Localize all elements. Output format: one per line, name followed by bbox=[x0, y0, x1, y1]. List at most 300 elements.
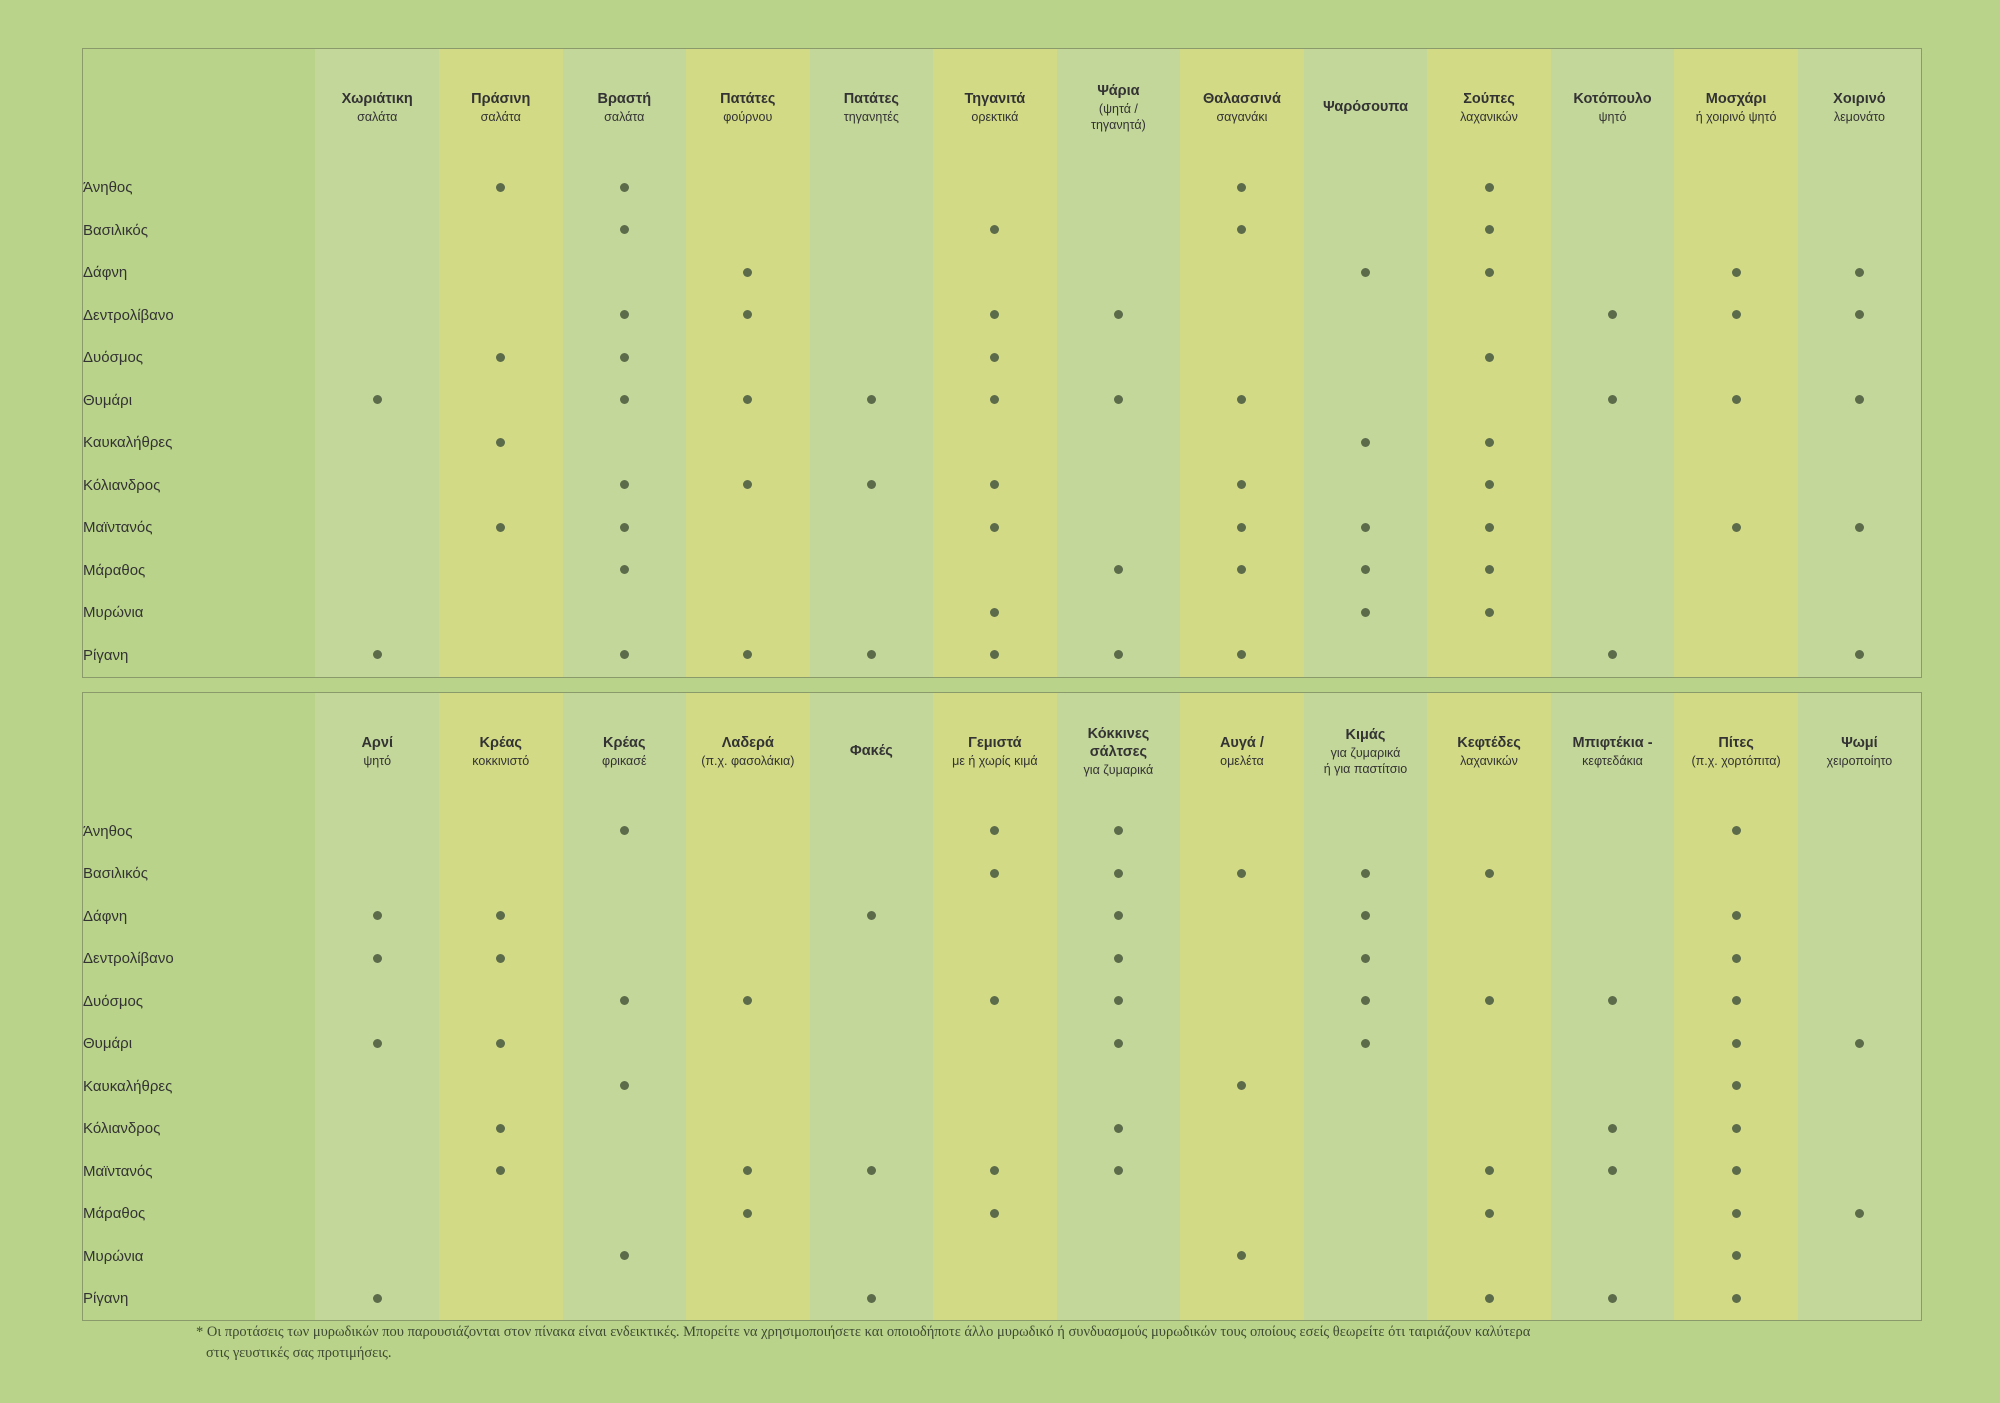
matrix-cell bbox=[315, 209, 439, 252]
match-dot-icon bbox=[1732, 1039, 1741, 1048]
matrix-cell bbox=[1304, 549, 1428, 592]
column-header-main: Τηγανιτά bbox=[964, 91, 1026, 108]
matrix-cell bbox=[439, 379, 563, 422]
matrix-cell bbox=[315, 895, 439, 938]
matrix-cell bbox=[1674, 853, 1798, 896]
matrix-cell bbox=[439, 634, 563, 677]
block-spacer bbox=[82, 678, 1922, 692]
matrix-cell bbox=[686, 810, 810, 853]
matrix-cell bbox=[810, 1065, 934, 1108]
column-header-main: Ψωμί bbox=[1841, 734, 1878, 751]
matrix-cell bbox=[1180, 1278, 1304, 1321]
matrix-cell bbox=[439, 1193, 563, 1236]
column-header-main: Μοσχάρι bbox=[1705, 91, 1767, 108]
column-header-main: Γεμιστά bbox=[968, 734, 1022, 751]
matrix-cell bbox=[563, 1150, 687, 1193]
row-label-5: Δυόσμος bbox=[83, 349, 144, 367]
match-dot-icon bbox=[867, 395, 876, 404]
matrix-cell bbox=[1798, 1108, 1922, 1151]
matrix-cell bbox=[1551, 252, 1675, 295]
match-dot-icon bbox=[1485, 438, 1494, 447]
column-header-2-5 bbox=[810, 692, 934, 810]
matrix-cell bbox=[933, 379, 1057, 422]
matrix-row bbox=[83, 167, 1922, 210]
matrix-row bbox=[83, 1065, 1922, 1108]
matrix-cell bbox=[810, 464, 934, 507]
matrix-cell bbox=[1551, 337, 1675, 380]
matrix-cell bbox=[1180, 167, 1304, 210]
matrix-cell bbox=[1551, 1065, 1675, 1108]
matrix-cell bbox=[563, 592, 687, 635]
matrix-cell bbox=[439, 507, 563, 550]
match-dot-icon bbox=[1732, 395, 1741, 404]
matrix-cell bbox=[563, 167, 687, 210]
column-header-2-8 bbox=[1180, 692, 1304, 810]
column-header-sub: (π.χ. φασολάκια) bbox=[701, 753, 795, 768]
matrix-cell bbox=[1674, 1108, 1798, 1151]
match-dot-icon bbox=[1855, 310, 1864, 319]
matrix-cell bbox=[1057, 1023, 1181, 1066]
matrix-cell bbox=[563, 507, 687, 550]
match-dot-icon bbox=[1485, 565, 1494, 574]
match-dot-icon bbox=[373, 395, 382, 404]
matrix-row bbox=[83, 938, 1922, 981]
column-header-sub: (π.χ. χορτόπιτα) bbox=[1691, 753, 1781, 768]
column-header-main: Ψαρόσουπα bbox=[1322, 99, 1408, 116]
match-dot-icon bbox=[1237, 183, 1246, 192]
matrix-cell bbox=[1427, 1150, 1551, 1193]
matrix-cell bbox=[933, 853, 1057, 896]
column-header-main: Κρέας bbox=[479, 734, 522, 751]
matrix-cell bbox=[315, 810, 439, 853]
matrix-block-2 bbox=[82, 692, 1922, 1322]
matrix-cell bbox=[1427, 1023, 1551, 1066]
matrix-cell bbox=[933, 1235, 1057, 1278]
match-dot-icon bbox=[867, 480, 876, 489]
matrix-cell bbox=[1180, 464, 1304, 507]
column-header-sub: χειροποίητο bbox=[1826, 753, 1893, 768]
matrix-cell bbox=[1427, 337, 1551, 380]
matrix-cell bbox=[1057, 895, 1181, 938]
matrix-cell bbox=[933, 1023, 1057, 1066]
match-dot-icon bbox=[373, 911, 382, 920]
match-dot-icon bbox=[1608, 1124, 1617, 1133]
match-dot-icon bbox=[743, 268, 752, 277]
match-dot-icon bbox=[373, 954, 382, 963]
matrix-cell bbox=[1057, 634, 1181, 677]
matrix-cell bbox=[686, 1278, 810, 1321]
matrix-cell bbox=[1798, 294, 1922, 337]
matrix-cell bbox=[810, 379, 934, 422]
matrix-cell bbox=[933, 980, 1057, 1023]
match-dot-icon bbox=[1855, 650, 1864, 659]
column-header-sub: τηγανητές bbox=[843, 110, 899, 125]
column-header-sub: σαγανάκι bbox=[1216, 110, 1268, 125]
matrix-cell bbox=[439, 853, 563, 896]
matrix-cell bbox=[1180, 853, 1304, 896]
column-header-1-6 bbox=[933, 49, 1057, 167]
match-dot-icon bbox=[743, 1166, 752, 1175]
match-dot-icon bbox=[620, 480, 629, 489]
matrix-cell bbox=[1057, 252, 1181, 295]
matrix-cell bbox=[810, 507, 934, 550]
matrix-cell bbox=[1674, 1235, 1798, 1278]
column-header-sub: σαλάτα bbox=[480, 110, 521, 125]
matrix-cell bbox=[315, 1108, 439, 1151]
matrix-cell bbox=[810, 167, 934, 210]
column-header-2-7 bbox=[1057, 692, 1181, 810]
match-dot-icon bbox=[990, 650, 999, 659]
matrix-cell bbox=[1674, 810, 1798, 853]
matrix-cell bbox=[1551, 980, 1675, 1023]
matrix-cell bbox=[439, 980, 563, 1023]
column-header-main: Πίτες bbox=[1718, 734, 1754, 751]
matrix-cell bbox=[315, 1278, 439, 1321]
match-dot-icon bbox=[1485, 608, 1494, 617]
column-header-1-1 bbox=[315, 49, 439, 167]
match-dot-icon bbox=[1855, 395, 1864, 404]
matrix-cell bbox=[1304, 895, 1428, 938]
matrix-cell bbox=[315, 980, 439, 1023]
match-dot-icon bbox=[743, 1209, 752, 1218]
column-header-main: Ψάρια bbox=[1097, 83, 1140, 100]
match-dot-icon bbox=[1237, 869, 1246, 878]
matrix-cell bbox=[933, 549, 1057, 592]
matrix-cell bbox=[1798, 853, 1922, 896]
column-header-2-9 bbox=[1304, 692, 1428, 810]
matrix-cell bbox=[810, 422, 934, 465]
matrix-cell bbox=[1551, 938, 1675, 981]
matrix-cell bbox=[439, 1108, 563, 1151]
row-label-2: Βασιλικός bbox=[83, 221, 148, 239]
matrix-cell bbox=[1674, 1193, 1798, 1236]
column-header-sub: ή χοιρινό ψητό bbox=[1695, 110, 1777, 125]
matrix-row bbox=[83, 549, 1922, 592]
matrix-cell bbox=[1304, 938, 1428, 981]
column-header-sub: κεφτεδάκια bbox=[1582, 753, 1643, 768]
matrix-cell bbox=[1427, 980, 1551, 1023]
matrix-cell bbox=[1304, 1023, 1428, 1066]
matrix-cell bbox=[1304, 853, 1428, 896]
matrix-cell bbox=[686, 422, 810, 465]
match-dot-icon bbox=[1485, 480, 1494, 489]
row-label-9: Μαϊντανός bbox=[83, 519, 153, 537]
matrix-cell bbox=[1057, 1150, 1181, 1193]
match-dot-icon bbox=[1485, 225, 1494, 234]
matrix-cell bbox=[1427, 379, 1551, 422]
row-label-7: Καυκαλήθρες bbox=[83, 434, 173, 452]
matrix-cell bbox=[1427, 464, 1551, 507]
column-header-1-5 bbox=[810, 49, 934, 167]
match-dot-icon bbox=[1114, 395, 1123, 404]
matrix-cell bbox=[1057, 507, 1181, 550]
column-header-sub: λαχανικών bbox=[1460, 753, 1518, 768]
column-header-1-9 bbox=[1304, 49, 1428, 167]
matrix-row bbox=[83, 422, 1922, 465]
column-header-main: Πατάτες bbox=[720, 91, 776, 108]
matrix-cell bbox=[810, 252, 934, 295]
matrix-cell bbox=[315, 634, 439, 677]
matrix-cell bbox=[686, 634, 810, 677]
matrix-cell bbox=[1180, 422, 1304, 465]
matrix-cell bbox=[933, 507, 1057, 550]
matrix-cell bbox=[1674, 209, 1798, 252]
row-label-8: Κόλιανδρος bbox=[83, 476, 161, 494]
matrix-cell bbox=[1180, 1150, 1304, 1193]
matrix-cell bbox=[1180, 1235, 1304, 1278]
matrix-cell bbox=[1798, 1278, 1922, 1321]
match-dot-icon bbox=[1732, 826, 1741, 835]
matrix-cell bbox=[686, 1108, 810, 1151]
matrix-cell bbox=[1427, 810, 1551, 853]
column-header-sub: για ζυμαρικά ή για παστίτσιο bbox=[1323, 745, 1408, 776]
match-dot-icon bbox=[990, 523, 999, 532]
matrix-cell bbox=[933, 1193, 1057, 1236]
match-dot-icon bbox=[990, 395, 999, 404]
matrix-cell bbox=[1057, 810, 1181, 853]
match-dot-icon bbox=[496, 1166, 505, 1175]
column-header-sub: κοκκινιστό bbox=[472, 753, 530, 768]
column-header-2-13 bbox=[1798, 692, 1922, 810]
match-dot-icon bbox=[1114, 826, 1123, 835]
match-dot-icon bbox=[1485, 996, 1494, 1005]
match-dot-icon bbox=[990, 869, 999, 878]
matrix-row bbox=[83, 252, 1922, 295]
matrix-cell bbox=[1798, 209, 1922, 252]
matrix-cell bbox=[933, 1108, 1057, 1151]
matrix-cell bbox=[1798, 1023, 1922, 1066]
column-header-main: Θαλασσινά bbox=[1203, 91, 1281, 108]
match-dot-icon bbox=[1732, 1081, 1741, 1090]
match-dot-icon bbox=[1732, 523, 1741, 532]
matrix-cell bbox=[563, 294, 687, 337]
match-dot-icon bbox=[620, 650, 629, 659]
matrix-cell bbox=[315, 167, 439, 210]
match-dot-icon bbox=[990, 1209, 999, 1218]
matrix-cell bbox=[439, 1023, 563, 1066]
matrix-cell bbox=[1057, 1278, 1181, 1321]
row-label-3: Δάφνη bbox=[83, 264, 128, 282]
matrix-row bbox=[83, 1108, 1922, 1151]
column-header-main: Λαδερά bbox=[721, 734, 774, 751]
matrix-cell bbox=[315, 294, 439, 337]
row-label-4: Δεντρολίβανο bbox=[83, 950, 174, 968]
matrix-cell bbox=[933, 252, 1057, 295]
column-header-2-1 bbox=[315, 692, 439, 810]
row-label-9: Μαϊντανός bbox=[83, 1162, 153, 1180]
matrix-cell bbox=[1674, 337, 1798, 380]
matrix-cell bbox=[1180, 549, 1304, 592]
matrix-cell bbox=[439, 938, 563, 981]
matrix-cell bbox=[1674, 634, 1798, 677]
matrix-row bbox=[83, 895, 1922, 938]
matrix-cell bbox=[1304, 294, 1428, 337]
match-dot-icon bbox=[1485, 1209, 1494, 1218]
matrix-cell bbox=[810, 209, 934, 252]
matrix-cell bbox=[810, 810, 934, 853]
matrix-cell bbox=[933, 167, 1057, 210]
column-header-sub: για ζυμαρικά bbox=[1083, 762, 1154, 777]
matrix-cell bbox=[1304, 634, 1428, 677]
matrix-cell bbox=[1057, 1235, 1181, 1278]
matrix-cell bbox=[1180, 810, 1304, 853]
match-dot-icon bbox=[1361, 996, 1370, 1005]
matrix-cell bbox=[439, 592, 563, 635]
match-dot-icon bbox=[1485, 183, 1494, 192]
matrix-cell bbox=[1551, 1193, 1675, 1236]
match-dot-icon bbox=[1237, 395, 1246, 404]
matrix-cell bbox=[1798, 1235, 1922, 1278]
matrix-cell bbox=[1674, 895, 1798, 938]
match-dot-icon bbox=[1485, 1166, 1494, 1175]
matrix-cell bbox=[933, 592, 1057, 635]
matrix-cell bbox=[1304, 1193, 1428, 1236]
matrix-cell bbox=[1180, 1108, 1304, 1151]
matrix-cell bbox=[1304, 252, 1428, 295]
column-header-main: Πατάτες bbox=[843, 91, 899, 108]
match-dot-icon bbox=[620, 996, 629, 1005]
matrix-cell bbox=[1304, 337, 1428, 380]
match-dot-icon bbox=[990, 353, 999, 362]
matrix-cell bbox=[563, 1023, 687, 1066]
matrix-cell bbox=[439, 464, 563, 507]
column-header-1-2 bbox=[439, 49, 563, 167]
matrix-cell bbox=[1551, 634, 1675, 677]
match-dot-icon bbox=[990, 310, 999, 319]
matrix-row bbox=[83, 810, 1922, 853]
matrix-cell bbox=[315, 1023, 439, 1066]
matrix-cell bbox=[315, 337, 439, 380]
match-dot-icon bbox=[1732, 1124, 1741, 1133]
match-dot-icon bbox=[1114, 1166, 1123, 1175]
match-dot-icon bbox=[1608, 996, 1617, 1005]
matrix-cell bbox=[1180, 938, 1304, 981]
match-dot-icon bbox=[373, 1294, 382, 1303]
match-dot-icon bbox=[620, 183, 629, 192]
matrix-cell bbox=[1427, 853, 1551, 896]
matrix-cell bbox=[1180, 294, 1304, 337]
matrix-cell bbox=[1304, 422, 1428, 465]
matrix-cell bbox=[1180, 895, 1304, 938]
match-dot-icon bbox=[1361, 911, 1370, 920]
matrix-cell bbox=[810, 294, 934, 337]
matrix-cell bbox=[1057, 337, 1181, 380]
matrix-cell bbox=[1551, 294, 1675, 337]
matrix-cell bbox=[315, 549, 439, 592]
matrix-cell bbox=[1798, 167, 1922, 210]
matrix-row bbox=[83, 1023, 1922, 1066]
matrix-cell bbox=[563, 422, 687, 465]
matrix-cell bbox=[933, 422, 1057, 465]
match-dot-icon bbox=[1361, 438, 1370, 447]
row-label-12: Ρίγανη bbox=[83, 1290, 129, 1308]
row-label-2: Βασιλικός bbox=[83, 865, 148, 883]
matrix-cell bbox=[439, 895, 563, 938]
matrix-row bbox=[83, 592, 1922, 635]
matrix-cell bbox=[315, 252, 439, 295]
matrix-cell bbox=[563, 464, 687, 507]
matrix-cell bbox=[1427, 895, 1551, 938]
matrix-cell bbox=[1057, 938, 1181, 981]
matrix-cell bbox=[1798, 938, 1922, 981]
row-label-1: Άνηθος bbox=[83, 822, 133, 840]
matrix-row bbox=[83, 980, 1922, 1023]
match-dot-icon bbox=[496, 523, 505, 532]
match-dot-icon bbox=[743, 310, 752, 319]
matrix-cell bbox=[810, 1235, 934, 1278]
column-header-main: Μπιφτέκια - bbox=[1572, 734, 1653, 751]
matrix-cell bbox=[563, 810, 687, 853]
matrix-cell bbox=[1180, 980, 1304, 1023]
row-label-8: Κόλιανδρος bbox=[83, 1120, 161, 1138]
matrix-cell bbox=[1674, 938, 1798, 981]
column-header-sub: ψητό bbox=[363, 753, 392, 768]
matrix-cell bbox=[315, 1150, 439, 1193]
matrix-cell bbox=[1551, 1278, 1675, 1321]
row-label-11: Μυρώνια bbox=[83, 1247, 144, 1265]
column-header-main: Χωριάτικη bbox=[341, 91, 413, 108]
column-header-sub: ομελέτα bbox=[1220, 753, 1264, 768]
matrix-cell bbox=[439, 167, 563, 210]
match-dot-icon bbox=[1114, 310, 1123, 319]
matrix-cell bbox=[1427, 938, 1551, 981]
matrix-cell bbox=[563, 1278, 687, 1321]
matrix-cell bbox=[563, 209, 687, 252]
matrix-cell bbox=[933, 294, 1057, 337]
column-header-sub: με ή χωρίς κιμά bbox=[952, 753, 1038, 768]
column-header-sub: λαχανικών bbox=[1460, 110, 1518, 125]
matrix-cell bbox=[1057, 1065, 1181, 1108]
matrix-cell bbox=[1180, 592, 1304, 635]
matrix-cell bbox=[933, 1278, 1057, 1321]
matrix-cell bbox=[1180, 1065, 1304, 1108]
match-dot-icon bbox=[1361, 954, 1370, 963]
match-dot-icon bbox=[1855, 523, 1864, 532]
match-dot-icon bbox=[620, 826, 629, 835]
matrix-cell bbox=[810, 1108, 934, 1151]
match-dot-icon bbox=[1237, 565, 1246, 574]
column-header-1-7 bbox=[1057, 49, 1181, 167]
matrix-cell bbox=[315, 422, 439, 465]
match-dot-icon bbox=[1855, 1039, 1864, 1048]
matrix-cell bbox=[810, 1023, 934, 1066]
matrix-cell bbox=[1057, 549, 1181, 592]
matrix-cell bbox=[686, 252, 810, 295]
matrix-cell bbox=[563, 549, 687, 592]
match-dot-icon bbox=[1732, 310, 1741, 319]
match-dot-icon bbox=[990, 608, 999, 617]
matrix-cell bbox=[933, 634, 1057, 677]
row-label-4: Δεντρολίβανο bbox=[83, 306, 174, 324]
matrix-cell bbox=[1427, 252, 1551, 295]
matrix-cell bbox=[686, 1150, 810, 1193]
column-header-sub: ψητό bbox=[1598, 110, 1627, 125]
matrix-cell bbox=[1798, 1193, 1922, 1236]
matrix-cell bbox=[315, 1193, 439, 1236]
matrix-row bbox=[83, 209, 1922, 252]
match-dot-icon bbox=[743, 650, 752, 659]
matrix-cell bbox=[1427, 1193, 1551, 1236]
column-header-sub: σαλάτα bbox=[357, 110, 398, 125]
matrix-cell bbox=[933, 337, 1057, 380]
match-dot-icon bbox=[496, 1124, 505, 1133]
matrix-cell bbox=[810, 337, 934, 380]
matrix-row bbox=[83, 1235, 1922, 1278]
matrix-cell bbox=[1551, 507, 1675, 550]
matrix-cell bbox=[686, 980, 810, 1023]
match-dot-icon bbox=[867, 1166, 876, 1175]
column-header-2-2 bbox=[439, 692, 563, 810]
